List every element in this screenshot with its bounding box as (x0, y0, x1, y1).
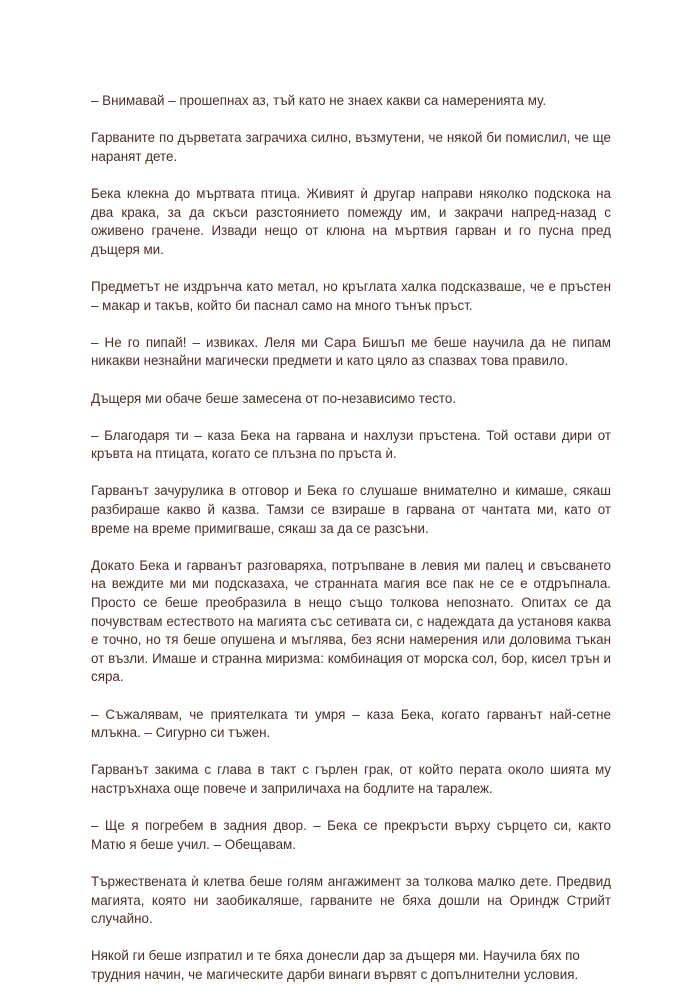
paragraph-2: Гарваните по дърветата заграчиха силно, възмутени, че някой би помислил, че ще наранят дете. (91, 130, 611, 164)
paragraph-9: Докато Бека и гарванът разговаряха, потръпване в левия ми палец и свъсването на веждите ми ми подсказаха, че странната магия все пак не се е отдръпнала. Просто се беше преобразила в нещо също толкова непознато. Опитах се да почувствам естеството на магията със сетивата си, с надеждата да установя каква е точно, но тя беше опушена и мъглява, без ясни намерения или доловима тъкан от възли. Имаше и странна миризма: комбинация от морска сол, бор, кисел трън и сяра. (91, 557, 611, 685)
paragraph-1: – Внимавай – прошепнах аз, тъй като не знаех какви са намеренията му. (91, 93, 547, 108)
paragraph-12: – Ще я погребем в задния двор. – Бека се прекръсти върху сърцето си, както Матю я беше учил. – Обещавам. (91, 818, 611, 852)
paragraph-6: Дъщеря ми обаче беше замесена от по-независимо тесто. (91, 390, 457, 406)
paragraph-7: – Благодаря ти – каза Бека на гарвана и нахлузи пръстена. Той остави дири от кръвта на птицата, когато се плъзна по пръста ѝ. (91, 427, 611, 462)
paragraph-5: – Не го пипай! – извиках. Леля ми Сара Бишъп ме беше научила да не пипам никакви незнайни магически предмети и като цяло аз спазвах това правило. (91, 334, 611, 369)
paragraph-14: Някой ги беше изпратил и те бяха донесли дар за дъщеря ми. Научила бях по трудния начин, че магическите дарби винаги вървят с допълнителни условия. (91, 948, 580, 982)
paragraph-8: Гарванът зачурулика в отговор и Бека го слушаше внимателно и кимаше, сякаш разбираше какво й казва. Тамзи се взираше в гарвана от чантата ми, като от време на време примигваше, сякаш за да се разсъни. (91, 483, 611, 536)
paragraph-3: Бека клекна до мъртвата птица. Живият ѝ другар направи няколко подскока на два крака, за да скъси разстоянието помежду им, и закрачи напред-назад с оживено грачене. Извади нещо от клюна на мъртвия гарван и го пусна пред дъщеря ми. (91, 185, 611, 257)
document-page (91, 92, 611, 1003)
paragraph-13: Тържествената ѝ клетва беше голям ангажимент за толкова малко дете. Предвид магията, която ни заобикаляше, гарваните не бяха дошли на Ориндж Стрийт случайно. (91, 873, 611, 927)
paragraph-11: Гарванът закима с глава в такт с гърлен грак, от който перата около шията му настръхнаха още повече и заприличаха на бодлите на таралеж. (91, 762, 611, 796)
paragraph-10: – Съжалявам, че приятелката ти умря – каза Бека, когато гарванът най-сетне млъкна. – Сигурно си тъжен. (91, 706, 611, 741)
paragraph-4: Предметът не издрънча като метал, но кръглата халка подсказваше, че е пръстен – макар и такъв, който би паснал само на много тънък пръст. (91, 278, 611, 313)
